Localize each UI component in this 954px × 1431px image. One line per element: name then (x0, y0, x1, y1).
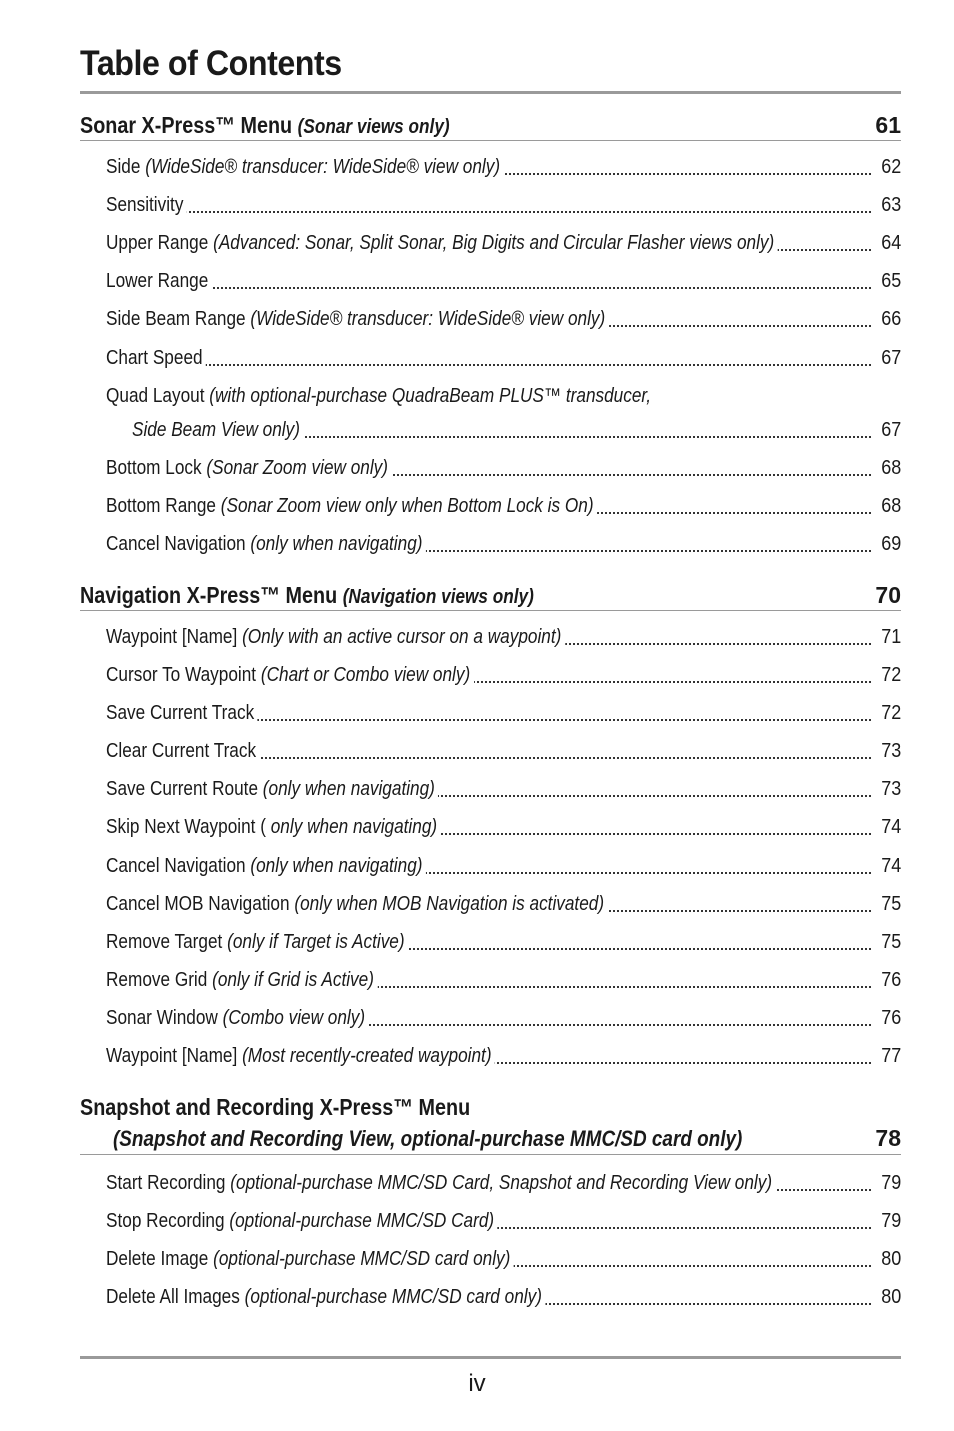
entry-label: Sensitivity (106, 194, 184, 216)
dot-leader (106, 287, 871, 289)
footer-page-number: iv (468, 1370, 486, 1397)
entry-note: (Only with an active cursor on a waypoint) (242, 626, 562, 648)
toc-entry[interactable] (106, 191, 901, 219)
section-heading-snapshot (80, 1092, 901, 1155)
dot-leader (106, 364, 871, 366)
entry-label: Bottom Lock (106, 457, 202, 479)
section-title: Sonar X-Press™ Menu (80, 112, 293, 138)
entry-label: Upper Range (106, 232, 209, 254)
toc-entry[interactable] (106, 1169, 901, 1197)
entry-page-number: 73 (877, 737, 901, 765)
entry-note: (optional-purchase MMC/SD Card) (229, 1210, 495, 1232)
entry-label: Chart Speed (106, 347, 203, 369)
entry-page-number: 75 (877, 928, 901, 956)
entry-page-number: 69 (877, 530, 901, 558)
entry-note: (only when MOB Navigation is activated) (294, 893, 605, 915)
toc-entry[interactable] (106, 1042, 901, 1070)
entry-page-number: 72 (877, 699, 901, 727)
entry-note: Side Beam View only) (132, 419, 300, 441)
entry-page-number: 76 (877, 966, 901, 994)
entry-note: (only if Target is Active) (227, 931, 405, 953)
entry-note: (only when navigating) (250, 533, 423, 555)
entry-label: Cancel MOB Navigation (106, 893, 290, 915)
entry-page-number: 80 (877, 1283, 901, 1311)
section-subtitle: (Snapshot and Recording View, optional-purchase MMC/SD card only) (113, 1126, 743, 1151)
entry-label: Delete Image (106, 1248, 209, 1270)
entry-page-number: 73 (877, 775, 901, 803)
entry-label: Clear Current Track (106, 740, 257, 762)
toc-entry[interactable] (106, 775, 901, 803)
toc-entry[interactable] (106, 1283, 901, 1311)
section-title: Navigation X-Press™ Menu (80, 582, 338, 608)
section-heading-navigation (80, 580, 901, 611)
entry-label: Side (106, 156, 141, 178)
entry-page-number: 75 (877, 890, 901, 918)
section-page-number: 78 (875, 1125, 901, 1151)
section-subtitle: (Sonar views only) (297, 116, 450, 138)
entry-label: Side Beam Range (106, 308, 246, 330)
entry-page-number: 66 (877, 305, 901, 333)
entry-note: (WideSide® transducer: WideSide® view only) (145, 156, 501, 178)
dot-leader (106, 211, 871, 213)
toc-entry[interactable] (106, 928, 901, 956)
entry-label: Start Recording (106, 1172, 226, 1194)
entry-label: Waypoint [Name] (106, 1045, 238, 1067)
toc-entry[interactable] (106, 530, 901, 558)
entry-page-number: 76 (877, 1004, 901, 1032)
toc-entry[interactable] (106, 737, 901, 765)
toc-entry[interactable] (106, 1004, 901, 1032)
entry-label: Stop Recording (106, 1210, 225, 1232)
entry-note: (only if Grid is Active) (212, 969, 374, 991)
section-title: Snapshot and Recording X-Press™ Menu (80, 1094, 471, 1120)
entry-page-number: 64 (877, 229, 901, 257)
entry-note: (with optional-purchase QuadraBeam PLUS™ transducer, (209, 385, 651, 407)
toc-entry[interactable] (106, 623, 901, 651)
entry-label: Save Current Route (106, 778, 259, 800)
toc-entry[interactable] (106, 966, 901, 994)
toc-entry[interactable] (106, 492, 901, 520)
entry-note: (Chart or Combo view only) (260, 664, 471, 686)
entry-label: Save Current Track (106, 702, 255, 724)
entry-note: (optional-purchase MMC/SD Card, Snapshot and Recording View only) (230, 1172, 773, 1194)
toc-entry[interactable] (106, 890, 901, 918)
entry-label: Remove Grid (106, 969, 208, 991)
entry-page-number: 74 (877, 852, 901, 880)
entry-note: (Advanced: Sonar, Split Sonar, Big Digits and Circular Flasher views only) (213, 232, 775, 254)
entry-label: Cursor To Waypoint (106, 664, 257, 686)
toc-entry[interactable] (106, 305, 901, 333)
entry-label: Quad Layout (106, 385, 205, 407)
toc-entry[interactable] (106, 813, 901, 841)
entry-page-number: 77 (877, 1042, 901, 1070)
entry-note: (only when navigating) (262, 778, 435, 800)
toc-entry[interactable] (106, 852, 901, 880)
entry-note: (Sonar Zoom view only when Bottom Lock is On) (220, 495, 594, 517)
entry-note: (WideSide® transducer: WideSide® view only) (250, 308, 606, 330)
entry-page-number: 74 (877, 813, 901, 841)
entry-page-number: 79 (877, 1169, 901, 1197)
entry-label: Cancel Navigation (106, 533, 246, 555)
toc-entry[interactable] (106, 382, 901, 410)
entry-note: (Most recently-created waypoint) (242, 1045, 492, 1067)
section-page-number: 70 (875, 582, 901, 608)
toc-entry-continuation[interactable] (132, 416, 901, 444)
entry-note: only when navigating) (270, 816, 438, 838)
toc-entry[interactable] (106, 1207, 901, 1235)
entry-label: Lower Range (106, 270, 209, 292)
toc-entry[interactable] (106, 699, 901, 727)
entry-note: (Combo view only) (222, 1007, 366, 1029)
entry-note: (optional-purchase MMC/SD card only) (244, 1286, 542, 1308)
entry-note: (Sonar Zoom view only) (206, 457, 389, 479)
toc-entry[interactable] (106, 229, 901, 257)
toc-entry[interactable] (106, 454, 901, 482)
entry-page-number: 67 (877, 344, 901, 372)
section-heading-sonar (80, 110, 901, 141)
entry-page-number: 63 (877, 191, 901, 219)
entry-note: (only when navigating) (250, 855, 423, 877)
toc-entry[interactable] (106, 661, 901, 689)
toc-entry[interactable] (106, 1245, 901, 1273)
footer-divider (80, 1356, 901, 1359)
entry-label: Skip Next Waypoint ( (106, 816, 266, 838)
section-page-number: 61 (875, 112, 901, 138)
entry-note: (optional-purchase MMC/SD card only) (213, 1248, 511, 1270)
entry-page-number: 62 (877, 153, 901, 181)
entry-label: Remove Target (106, 931, 223, 953)
entry-label: Delete All Images (106, 1286, 240, 1308)
toc-entry[interactable] (106, 153, 901, 181)
entry-label: Sonar Window (106, 1007, 218, 1029)
entry-page-number: 72 (877, 661, 901, 689)
entry-page-number: 71 (877, 623, 901, 651)
entry-page-number: 67 (877, 416, 901, 444)
entry-page-number: 68 (877, 454, 901, 482)
entry-page-number: 68 (877, 492, 901, 520)
entry-label: Bottom Range (106, 495, 216, 517)
entry-page-number: 80 (877, 1245, 901, 1273)
title-divider (80, 91, 901, 94)
toc-entry[interactable] (106, 267, 901, 295)
entry-page-number: 65 (877, 267, 901, 295)
entry-label: Waypoint [Name] (106, 626, 238, 648)
entry-page-number: 79 (877, 1207, 901, 1235)
section-subtitle: (Navigation views only) (342, 586, 534, 608)
entry-label: Cancel Navigation (106, 855, 246, 877)
toc-entry[interactable] (106, 344, 901, 372)
page-title: Table of Contents (80, 44, 342, 83)
